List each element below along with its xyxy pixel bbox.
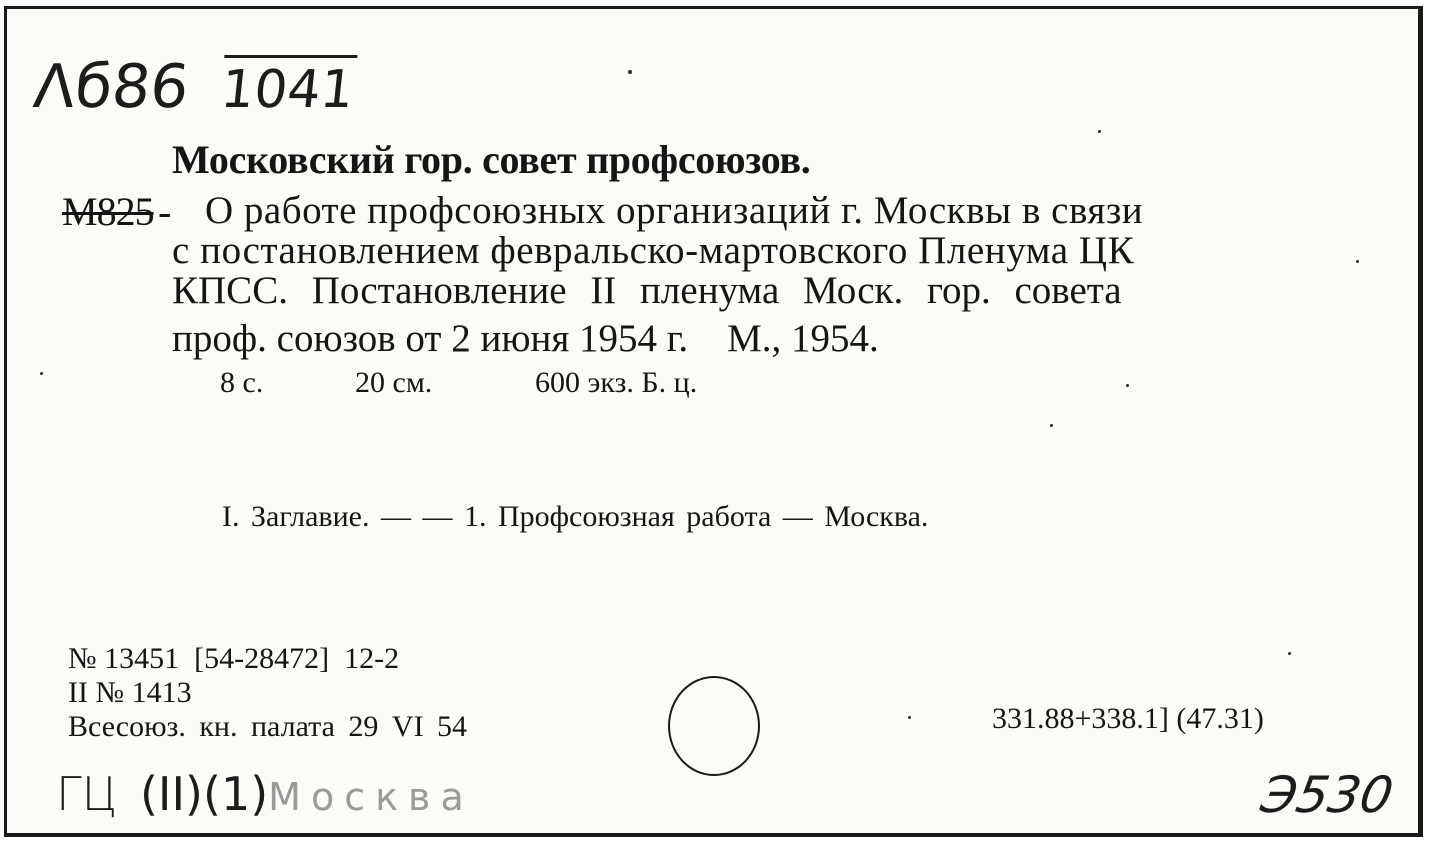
- title-line: проф. союзов от 2 июня 1954 г. М., 1954.: [172, 317, 879, 360]
- tracings: I. Заглавие. — — 1. Профсоюзная работа — Москва.: [222, 500, 929, 533]
- call-number: М825: [62, 189, 154, 234]
- collation-size: 20 см.: [355, 366, 433, 399]
- dust-speck: [1050, 424, 1053, 427]
- card-author: Московский гор. совет профсоюзов.: [172, 137, 811, 182]
- dust-speck: [628, 70, 632, 74]
- notation-prefix: ГЦ: [56, 767, 118, 821]
- shelf-mark-number: 1041: [218, 55, 357, 120]
- dust-speck: [1356, 260, 1359, 263]
- title-line: КПСС. Постановление II пленума Моск. гор. совета: [172, 269, 1122, 312]
- collation-copies: 600 экз. Б. ц.: [535, 366, 698, 399]
- handwritten-bottom-right-number: Э530: [1256, 766, 1398, 824]
- title-line: с постановлением февральско-мартовского Пленума ЦК: [172, 229, 1135, 272]
- notation-paren-2: (1): [203, 767, 269, 821]
- shelf-mark-prefix: Λб86: [30, 52, 193, 122]
- dust-speck: [908, 716, 911, 719]
- handwritten-shelf-mark: [30, 52, 358, 125]
- registry-line: № 13451 [54-28472] 12-2: [68, 642, 400, 675]
- dust-speck: [1288, 652, 1291, 655]
- registry-line: Всесоюз. кн. палата 29 VI 54: [68, 710, 468, 743]
- dust-speck: [1098, 130, 1101, 133]
- handwritten-bottom-notation: [56, 764, 474, 827]
- call-number-dash: -: [158, 189, 172, 234]
- registry-line: II № 1413: [68, 676, 192, 709]
- circle-mark: [668, 676, 760, 776]
- title-line: О работе профсоюзных организаций г. Москвы в связи: [205, 189, 1144, 232]
- collation-pages: 8 с.: [220, 366, 264, 399]
- classification-number: 331.88+338.1] (47.31): [992, 702, 1264, 735]
- notation-faint: Москва: [268, 775, 474, 819]
- dust-speck: [40, 372, 43, 375]
- notation-paren-1: (II): [139, 767, 203, 821]
- dust-speck: [1126, 384, 1129, 387]
